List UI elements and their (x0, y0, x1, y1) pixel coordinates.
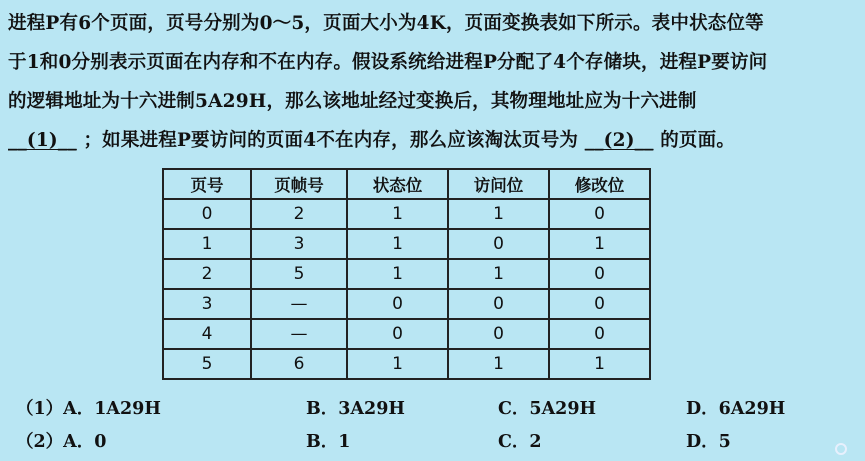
table-cell: 1 (347, 229, 448, 259)
header-access-bit: 访问位 (448, 169, 549, 199)
table-cell: 0 (549, 289, 650, 319)
table-cell: 0 (347, 289, 448, 319)
table-cell: 1 (163, 229, 251, 259)
table-cell: 1 (448, 199, 549, 229)
table-cell: — (251, 289, 347, 319)
table-row (163, 259, 650, 289)
table-cell: 4 (163, 319, 251, 349)
question-line-3: 的逻辑地址为十六进制5A29H，那么该地址经过变换后，其物理地址应为十六进制 (8, 91, 697, 112)
table-cell: 5 (251, 259, 347, 289)
question-line-4-end: 的页面。 (660, 130, 736, 151)
table-cell: 3 (163, 289, 251, 319)
table-row (163, 319, 650, 349)
table-cell: 1 (549, 229, 650, 259)
header-status-bit: 状态位 (347, 169, 448, 199)
table-cell: 3 (251, 229, 347, 259)
option-1d[interactable]: D．6A29H (686, 399, 786, 419)
table-row (163, 349, 650, 379)
blank-1: __(1)__ (8, 130, 77, 151)
option-1c[interactable]: C．5A29H (498, 399, 597, 419)
corner-watermark-icon (835, 443, 847, 455)
table-cell: 0 (448, 229, 549, 259)
options-question-1 (8, 391, 863, 424)
table-row (163, 229, 650, 259)
header-page-number: 页号 (163, 169, 251, 199)
table-cell: 0 (347, 319, 448, 349)
option-1b[interactable]: B．3A29H (306, 399, 405, 419)
option-2b[interactable]: B．1 (306, 432, 351, 452)
page-table (162, 168, 651, 380)
table-cell: 1 (448, 259, 549, 289)
question-line-1: 进程P有6个页面，页号分别为0～5，页面大小为4K，页面变换表如下所示。表中状态位等 (8, 13, 764, 34)
table-cell: 0 (163, 199, 251, 229)
table-cell: 2 (163, 259, 251, 289)
table-cell: 0 (549, 199, 650, 229)
table-cell: 1 (347, 259, 448, 289)
option-2d[interactable]: D．5 (686, 432, 731, 452)
options-question-2 (8, 424, 863, 457)
header-frame-number: 页帧号 (251, 169, 347, 199)
table-row (163, 199, 650, 229)
table-cell: 6 (251, 349, 347, 379)
option-2c[interactable]: C．2 (498, 432, 542, 452)
option-1a[interactable]: （1）A．1A29H (16, 399, 161, 419)
table-cell: 0 (448, 319, 549, 349)
table-cell: 1 (347, 349, 448, 379)
question-line-2: 于1和0分别表示页面在内存和不在内存。假设系统给进程P分配了4个存储块，进程P要访问 (8, 52, 768, 73)
blank-2: __(2)__ (584, 130, 654, 151)
table-cell: 1 (549, 349, 650, 379)
option-2a[interactable]: （2）A．0 (16, 432, 107, 452)
table-header-row (163, 169, 650, 199)
question-line-4-mid: ；如果进程P要访问的页面4不在内存，那么应该淘汰页号为 (83, 130, 579, 151)
table-row (163, 289, 650, 319)
question-line-4 (8, 121, 863, 160)
question-text (8, 4, 863, 160)
table-cell: 0 (549, 259, 650, 289)
table-cell: 2 (251, 199, 347, 229)
table-cell: 1 (347, 199, 448, 229)
table-cell: 0 (549, 319, 650, 349)
table-cell: 0 (448, 289, 549, 319)
header-modify-bit: 修改位 (549, 169, 650, 199)
answer-options (8, 391, 863, 457)
table-cell: 1 (448, 349, 549, 379)
table-cell: — (251, 319, 347, 349)
table-cell: 5 (163, 349, 251, 379)
